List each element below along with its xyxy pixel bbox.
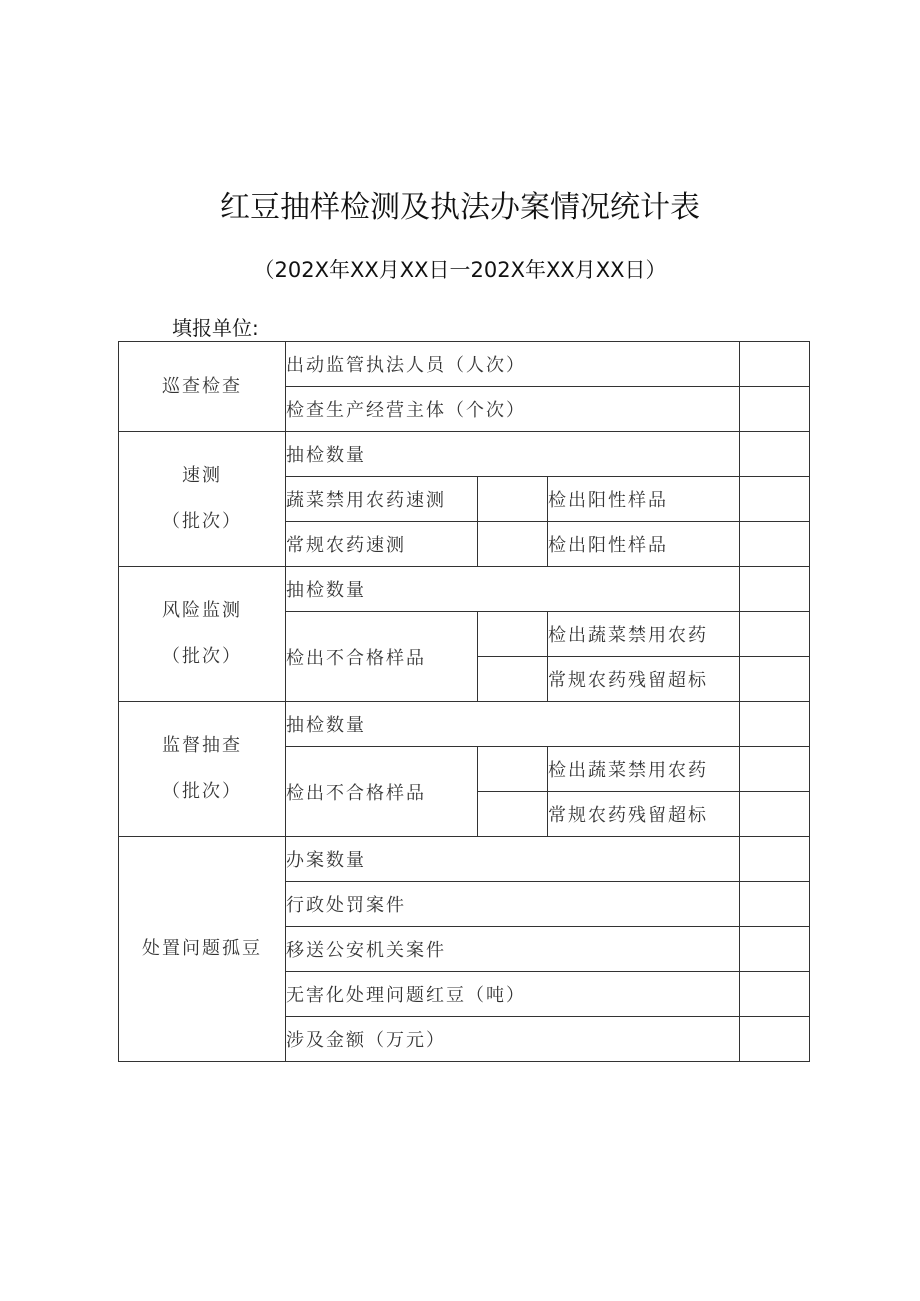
item-label: 抽检数量	[286, 702, 740, 747]
item-label: 无害化处理问题红豆（吨）	[286, 972, 740, 1017]
category-supervision	[119, 702, 286, 837]
item-label: 检出不合格样品	[286, 612, 478, 702]
category-label: 风险监测	[162, 600, 242, 621]
value-cell[interactable]	[740, 342, 810, 387]
value-cell[interactable]	[740, 972, 810, 1017]
value-cell[interactable]	[740, 702, 810, 747]
value-cell[interactable]	[478, 747, 548, 792]
reporting-unit-label: 填报单位:	[172, 316, 259, 340]
item-label: 涉及金额（万元）	[286, 1017, 740, 1062]
value-cell[interactable]	[740, 882, 810, 927]
item-label: 检查生产经营主体（个次）	[286, 387, 740, 432]
value-cell[interactable]	[740, 387, 810, 432]
item-label: 移送公安机关案件	[286, 927, 740, 972]
value-cell[interactable]	[740, 657, 810, 702]
category-patrol: 巡查检查	[119, 342, 286, 432]
category-unit: （批次）	[162, 511, 242, 532]
category-unit: （批次）	[162, 646, 242, 667]
item-label: 常规农药速测	[286, 522, 478, 567]
table-row	[119, 702, 810, 747]
value-cell[interactable]	[740, 927, 810, 972]
value-cell[interactable]	[478, 477, 548, 522]
category-unit: （批次）	[162, 781, 242, 802]
value-cell[interactable]	[740, 612, 810, 657]
item-label: 行政处罚案件	[286, 882, 740, 927]
value-cell[interactable]	[740, 567, 810, 612]
item-label: 抽检数量	[286, 432, 740, 477]
item-label: 抽检数量	[286, 567, 740, 612]
value-cell[interactable]	[740, 477, 810, 522]
value-cell[interactable]	[740, 522, 810, 567]
document-title: 红豆抽样检测及执法办案情况统计表	[220, 190, 700, 225]
item-label: 检出不合格样品	[286, 747, 478, 837]
value-cell[interactable]	[478, 612, 548, 657]
category-label: 速测	[182, 465, 222, 486]
value-cell[interactable]	[740, 432, 810, 477]
item-label: 蔬菜禁用农药速测	[286, 477, 478, 522]
item-label: 出动监管执法人员（人次）	[286, 342, 740, 387]
sub-item-label: 常规农药残留超标	[548, 657, 740, 702]
table-row	[119, 567, 810, 612]
value-cell[interactable]	[478, 657, 548, 702]
category-disposal: 处置问题孤豆	[119, 837, 286, 1062]
category-label: 监督抽查	[162, 735, 242, 756]
date-range: （202X年XX月XX日一202X年XX月XX日）	[253, 258, 667, 282]
sub-item-label: 检出蔬菜禁用农药	[548, 747, 740, 792]
sub-item-label: 检出阳性样品	[548, 522, 740, 567]
category-rapid	[119, 432, 286, 567]
table-row	[119, 342, 810, 387]
sub-item-label: 常规农药残留超标	[548, 792, 740, 837]
sub-item-label: 检出阳性样品	[548, 477, 740, 522]
category-risk	[119, 567, 286, 702]
sub-item-label: 检出蔬菜禁用农药	[548, 612, 740, 657]
value-cell[interactable]	[740, 792, 810, 837]
item-label: 办案数量	[286, 837, 740, 882]
table-row	[119, 432, 810, 477]
value-cell[interactable]	[740, 1017, 810, 1062]
value-cell[interactable]	[740, 837, 810, 882]
value-cell[interactable]	[740, 747, 810, 792]
table-row	[119, 837, 810, 882]
value-cell[interactable]	[478, 792, 548, 837]
statistics-table	[118, 341, 810, 1062]
value-cell[interactable]	[478, 522, 548, 567]
